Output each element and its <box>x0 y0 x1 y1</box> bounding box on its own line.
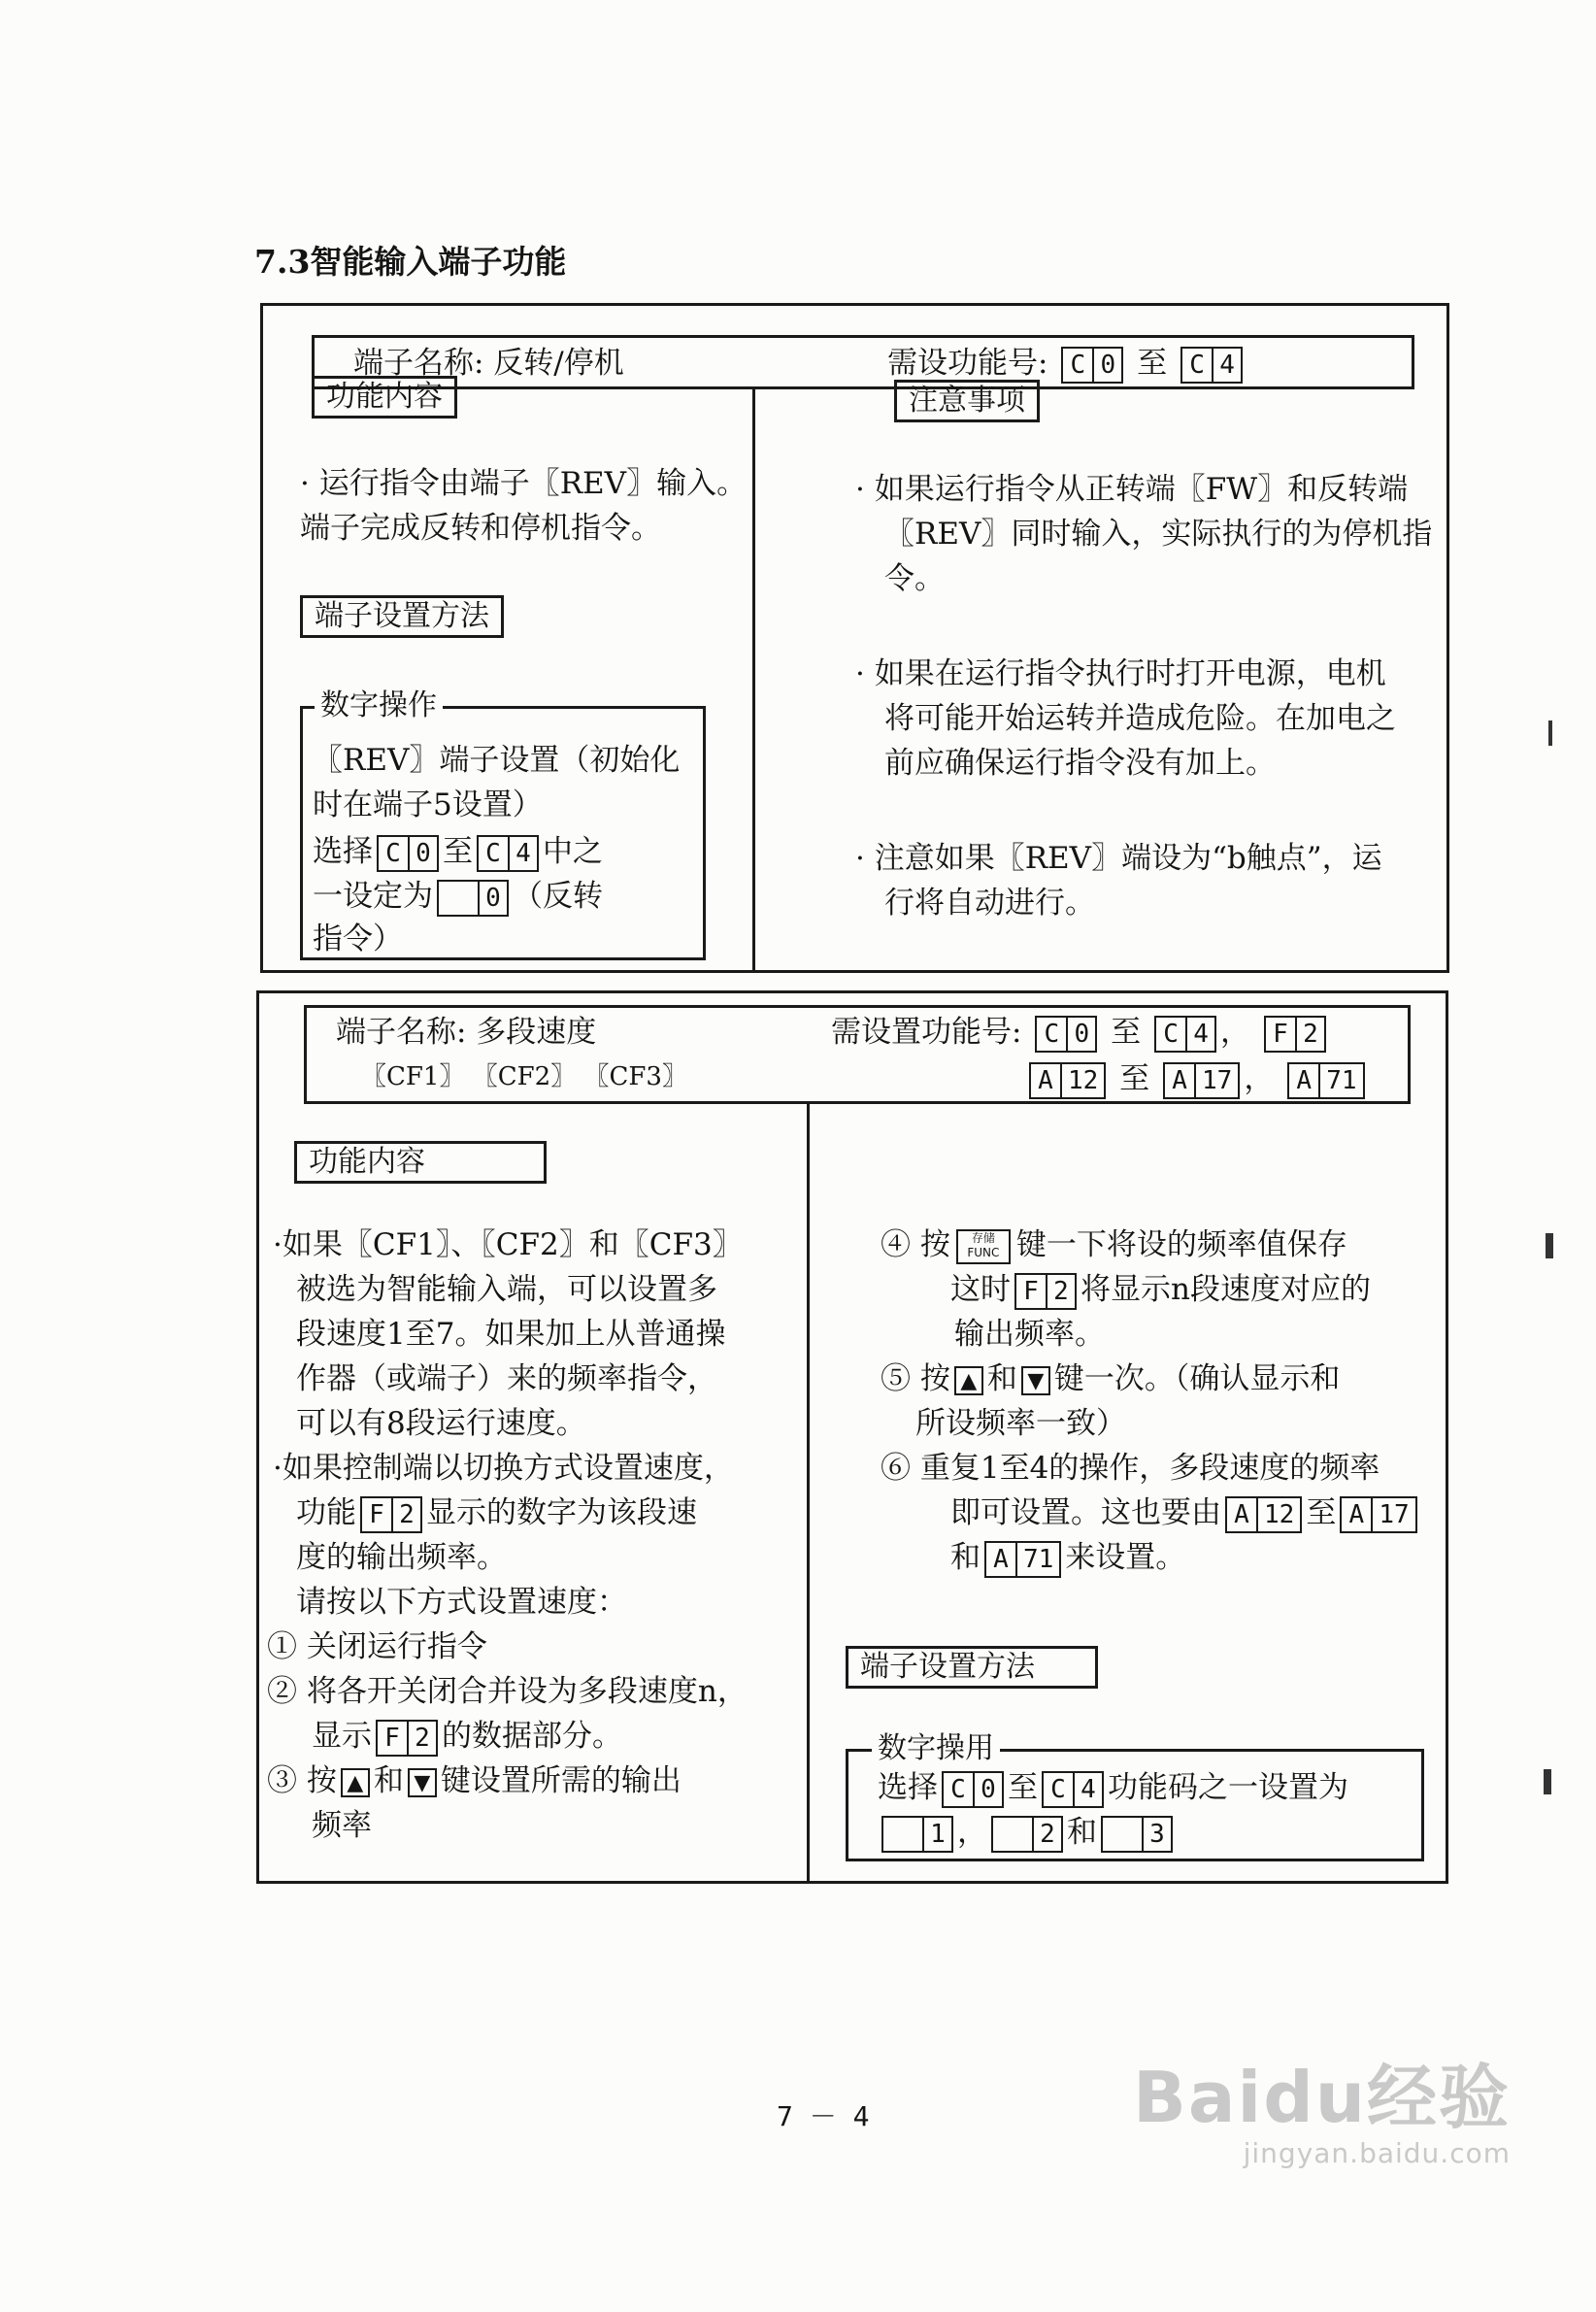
panel1-select-row: 选择 C 0 至 C 4 中之 <box>313 829 603 874</box>
panel1-digital-line: 时在端子5设置） <box>313 787 543 822</box>
panel1-header <box>312 335 1414 389</box>
panel1-note-line: 将可能开始运转并造成危险。在加电之 <box>884 701 1396 736</box>
panel1-func-line: · 运行指令由端子〖REV〗输入。 <box>300 466 748 501</box>
code-box: C 0 <box>1061 347 1123 384</box>
panel1-digital-op <box>300 688 706 960</box>
code-box: A 71 <box>1287 1062 1364 1099</box>
to-text: 至 <box>1137 346 1168 381</box>
panel1-note-line: 令。 <box>884 561 945 596</box>
code-box: C 0 <box>942 1771 1004 1808</box>
section-title: 7.3智能输入端子功能 <box>254 243 567 281</box>
panel2-step3-row: ③ 按 ▲ 和 ▼ 键设置所需的输出 <box>267 1763 682 1798</box>
panel1-digital-label: 数字操作 <box>315 687 443 724</box>
panel2-step6-line3: 和 A 71 来设置。 <box>950 1535 1185 1580</box>
panel2-func-code-row: 功能 F 2 显示的数字为该段速 <box>296 1491 697 1535</box>
panel2-left-line: 段速度1至7。如果加上从普通操 <box>296 1317 726 1352</box>
panel2-step4-row: ④ 按 存储 FUNC 键一下将设的频率值保存 <box>881 1227 1347 1262</box>
panel2-header <box>304 1005 1411 1104</box>
panel1-note-line: 行将自动进行。 <box>884 886 1095 921</box>
panel1-notes-label: 注意事项 <box>894 380 1040 422</box>
panel2-left-line: 可以有8段运行速度。 <box>296 1406 586 1441</box>
panel2-terminal-name: 端子名称: 多段速度 <box>336 1015 597 1050</box>
code-box: C 0 <box>377 835 439 872</box>
watermark <box>1133 2059 1511 2171</box>
watermark-brand: Baidu经验 <box>1133 2057 1511 2138</box>
code-box: 2 <box>991 1816 1063 1853</box>
panel2-left-line: ·如果控制端以切换方式设置速度， <box>273 1451 734 1486</box>
panel2-required-row1: 需设置功能号: C 0 至 C 4 ， F 2 <box>831 1010 1330 1055</box>
code-box: C 4 <box>477 835 539 872</box>
code-box: C 4 <box>1180 347 1243 384</box>
margin-mark <box>1544 1769 1551 1794</box>
panel2-step5-row: ⑤ 按 ▲ 和 ▼ 键一次。（确认显示和 <box>881 1361 1341 1396</box>
panel1-func-line: 端子完成反转和停机指令。 <box>300 511 661 546</box>
up-arrow-key-icon: ▲ <box>341 1768 370 1797</box>
down-arrow-key-icon: ▼ <box>408 1768 437 1797</box>
panel1-digital-line: 〖REV〗端子设置（初始化 <box>313 743 681 778</box>
panel1-required-label: 需设功能号: <box>887 346 1048 381</box>
panel2-divider <box>807 1104 810 1881</box>
panel2-required-label: 需设置功能号: <box>831 1015 1022 1050</box>
panel2-left-line: ·如果〖CF1〗、〖CF2〗和〖CF3〗 <box>273 1227 743 1262</box>
code-box: A 17 <box>1340 1496 1416 1533</box>
panel2-select-row: 选择 C 0 至 C 4 功能码之一设置为 <box>878 1765 1348 1810</box>
panel2-step3-line2: 频率 <box>312 1808 372 1843</box>
panel-reverse-stop <box>260 303 1449 973</box>
down-arrow-key-icon: ▼ <box>1021 1366 1050 1395</box>
panel1-note-line: · 注意如果〖REV〗端设为“b触点”，运 <box>855 841 1382 876</box>
panel1-divider <box>752 389 755 972</box>
panel2-left-line: 被选为智能输入端，可以设置多 <box>296 1272 717 1307</box>
margin-mark <box>1548 720 1552 746</box>
panel2-set-row: 1 ， 2 和 3 <box>878 1810 1177 1855</box>
panel2-step5-line2: 所设频率一致） <box>915 1406 1126 1441</box>
code-box: A 12 <box>1225 1496 1302 1533</box>
panel2-terminal-sub: 〖CF1〗 〖CF2〗 〖CF3〗 <box>361 1062 687 1091</box>
code-box: F 2 <box>1264 1016 1326 1053</box>
panel-multistep-speed <box>256 990 1448 1884</box>
panel2-step1: ① 关闭运行指令 <box>267 1629 487 1664</box>
panel2-step2-row: 显示 F 2 的数据部分。 <box>312 1714 622 1759</box>
margin-mark <box>1546 1233 1553 1258</box>
panel1-func-label: 功能内容 <box>312 376 457 419</box>
code-box: 1 <box>881 1816 953 1853</box>
panel1-note-line: 前应确保运行指令没有加上。 <box>884 746 1276 781</box>
panel2-left-line: 作器（或端子）来的频率指令， <box>296 1361 717 1396</box>
panel2-step6-line1: ⑥ 重复1至4的操作，多段速度的频率 <box>881 1451 1380 1486</box>
panel2-step6-line2: 即可设置。这也要由 A 12 至 A 17 <box>950 1491 1421 1535</box>
panel1-note-line: · 如果运行指令从正转端〖FW〗和反转端 <box>855 472 1409 507</box>
code-box: A 12 <box>1029 1062 1106 1099</box>
panel1-last-line: 指令） <box>313 921 403 956</box>
panel2-required-row2: A 12 至 A 17 ， A 71 <box>1025 1056 1369 1101</box>
panel2-step4-line3: 输出频率。 <box>954 1317 1105 1352</box>
watermark-url: jingyan.baidu.com <box>1243 2137 1511 2169</box>
code-box: C 0 <box>1035 1016 1097 1053</box>
code-box: F 2 <box>360 1496 422 1533</box>
code-box: 3 <box>1101 1816 1173 1853</box>
panel1-note-line: · 如果在运行指令执行时打开电源，电机 <box>855 656 1386 691</box>
panel2-func-label: 功能内容 <box>294 1141 547 1184</box>
page-number: 7 － 4 <box>777 2100 870 2132</box>
panel2-step4-line2: 这时 F 2 将显示n段速度对应的 <box>950 1267 1371 1312</box>
func-key-icon: 存储 FUNC <box>956 1229 1011 1264</box>
panel2-digital-op <box>846 1731 1424 1861</box>
panel2-left-line: 请按以下方式设置速度： <box>296 1585 627 1620</box>
code-box: F 2 <box>1014 1273 1077 1310</box>
panel1-setting-label: 端子设置方法 <box>300 595 504 638</box>
up-arrow-key-icon: ▲ <box>954 1366 983 1395</box>
panel2-digital-label: 数字操用 <box>872 1730 1000 1767</box>
panel1-set-row: 一设定为 0 （反转 <box>313 874 603 919</box>
panel2-left-line: 度的输出频率。 <box>296 1540 507 1575</box>
panel1-terminal-name: 端子名称: 反转/停机 <box>353 346 624 381</box>
code-box: 0 <box>437 880 509 917</box>
code-box: A 17 <box>1163 1062 1240 1099</box>
code-box: C 4 <box>1154 1016 1216 1053</box>
panel2-setting-label: 端子设置方法 <box>846 1646 1098 1689</box>
code-box: F 2 <box>376 1720 438 1757</box>
code-box: C 4 <box>1042 1771 1104 1808</box>
panel1-note-line: 〖REV〗同时输入，实际执行的为停机指 <box>884 517 1433 552</box>
panel2-step2: ② 将各开关闭合并设为多段速度n， <box>267 1674 748 1709</box>
code-box: A 71 <box>984 1541 1061 1578</box>
